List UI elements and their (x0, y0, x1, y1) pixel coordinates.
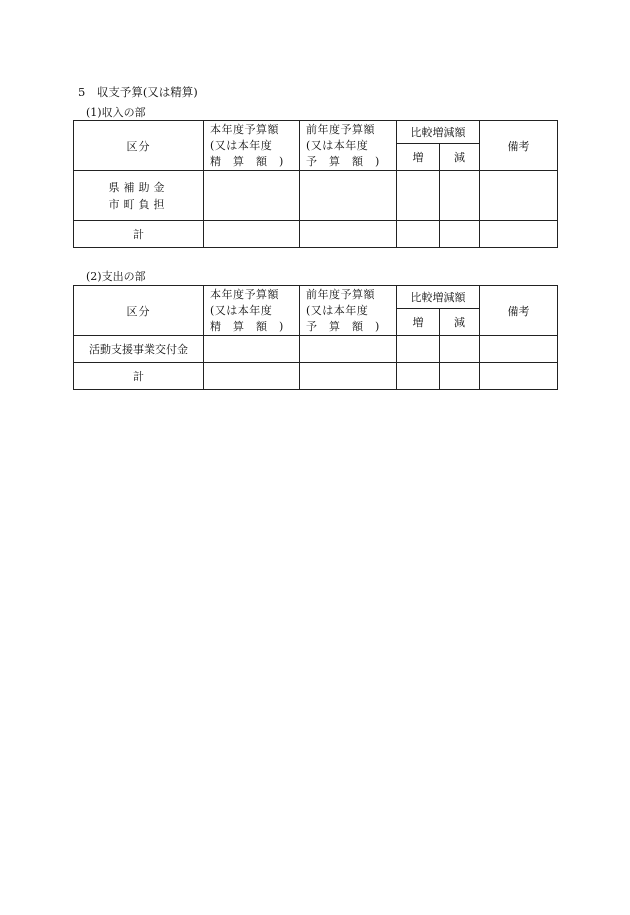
expenditure-header-current-line1: 本年度予算額 (210, 288, 279, 301)
expenditure-increase-cell[interactable] (397, 336, 440, 363)
expenditure-decrease-cell[interactable] (440, 336, 480, 363)
expenditure-header-increase: 増 (397, 308, 440, 335)
table-row (74, 363, 558, 390)
income-header-current-line1: 本年度予算額 (210, 123, 279, 136)
expenditure-total-label: 計 (74, 363, 204, 390)
income-total-label: 計 (74, 221, 204, 248)
expenditure-header-previous (300, 286, 397, 336)
income-header-current (204, 121, 300, 171)
expenditure-item-activity-grant: 活動支援事業交付金 (74, 336, 204, 363)
expenditure-header-previous-line3: 予 算 額 ) (306, 320, 380, 333)
income-header-previous-line3: 予 算 額 ) (306, 155, 380, 168)
expenditure-title: (2)支出の部 (86, 270, 146, 283)
income-total-remarks-cell[interactable] (480, 221, 558, 248)
income-table (73, 120, 558, 248)
income-current-amount-cell[interactable] (204, 171, 300, 221)
expenditure-total-current-cell[interactable] (204, 363, 300, 390)
income-remarks-cell[interactable] (480, 171, 558, 221)
income-total-current-cell[interactable] (204, 221, 300, 248)
expenditure-table (73, 285, 558, 390)
table-row (74, 221, 558, 248)
income-header-decrease: 減 (440, 143, 480, 170)
expenditure-header-decrease: 減 (440, 308, 480, 335)
expenditure-header-remarks: 備考 (480, 286, 558, 336)
income-header-comparison: 比較増減額 (397, 121, 480, 144)
income-row-label (74, 171, 204, 221)
expenditure-total-remarks-cell[interactable] (480, 363, 558, 390)
expenditure-current-amount-cell[interactable] (204, 336, 300, 363)
section-title: 5 収支予算(又は精算) (78, 85, 198, 99)
income-total-increase-cell[interactable] (397, 221, 440, 248)
table-row (74, 171, 558, 221)
income-header-previous-line2: (又は本年度 (306, 139, 369, 152)
expenditure-total-previous-cell[interactable] (300, 363, 397, 390)
expenditure-header-comparison: 比較増減額 (397, 286, 480, 309)
expenditure-header-current-line2: (又は本年度 (210, 304, 273, 317)
income-item-municipal-share: 市町負担 (108, 197, 169, 211)
expenditure-total-increase-cell[interactable] (397, 363, 440, 390)
income-increase-cell[interactable] (397, 171, 440, 221)
income-header-previous-line1: 前年度予算額 (306, 123, 375, 136)
income-total-decrease-cell[interactable] (440, 221, 480, 248)
expenditure-header-current-line3: 精 算 額 ) (210, 320, 284, 333)
expenditure-header-previous-line2: (又は本年度 (306, 304, 369, 317)
expenditure-previous-amount-cell[interactable] (300, 336, 397, 363)
income-header-current-line2: (又は本年度 (210, 139, 273, 152)
income-total-previous-cell[interactable] (300, 221, 397, 248)
income-header-remarks: 備考 (480, 121, 558, 171)
income-previous-amount-cell[interactable] (300, 171, 397, 221)
expenditure-total-decrease-cell[interactable] (440, 363, 480, 390)
income-title: (1)収入の部 (86, 106, 146, 119)
income-decrease-cell[interactable] (440, 171, 480, 221)
expenditure-header-current (204, 286, 300, 336)
income-header-kubun: 区分 (74, 121, 204, 171)
income-header-current-line3: 精 算 額 ) (210, 155, 284, 168)
expenditure-header-kubun: 区分 (74, 286, 204, 336)
expenditure-header-previous-line1: 前年度予算額 (306, 288, 375, 301)
expenditure-remarks-cell[interactable] (480, 336, 558, 363)
income-header-increase: 増 (397, 143, 440, 170)
income-item-prefecture-subsidy: 県補助金 (108, 180, 169, 194)
income-header-previous (300, 121, 397, 171)
table-row (74, 336, 558, 363)
